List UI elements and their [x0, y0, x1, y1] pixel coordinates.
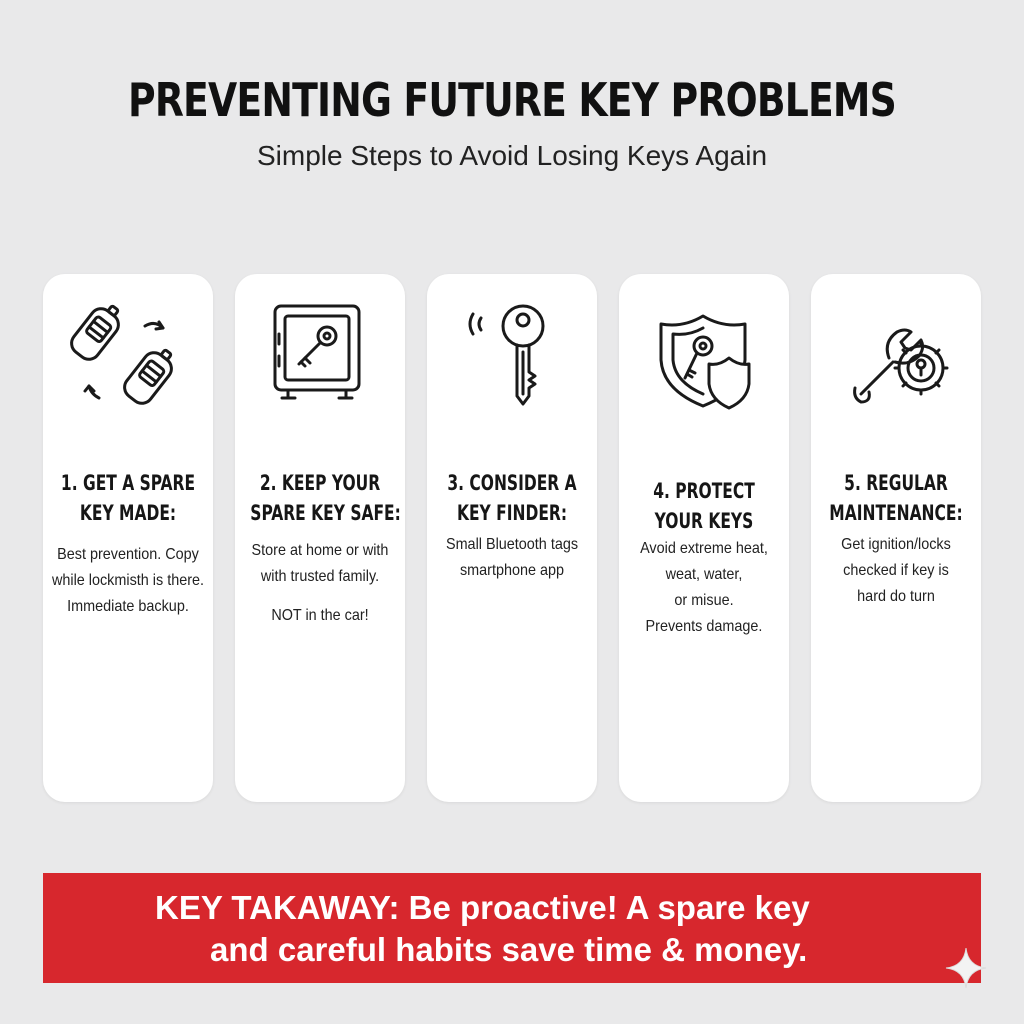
tip-note: NOT in the car!: [271, 607, 369, 624]
key-finder-icon: [427, 298, 597, 418]
tip-heading: 1. GET A SPARE KEY MADE:: [60, 471, 196, 525]
tip-card-spare-key: [43, 274, 213, 802]
page-subtitle: Simple Steps to Avoid Losing Keys Again: [256, 140, 768, 171]
page-title: PREVENTING FUTURE KEY PROBLEMS: [128, 73, 896, 127]
tip-card-key-finder: [427, 274, 597, 802]
tip-card-protect-keys: [619, 274, 789, 802]
tip-body: Store at home or with with trusted family.: [251, 542, 389, 585]
tip-body: Avoid extreme heat, weat, water, or misue. Prevents damage.: [640, 540, 768, 635]
tip-body: Small Bluetooth tags smartphone app: [445, 536, 579, 579]
tip-heading: 4. PROTECT YOUR KEYS: [653, 479, 755, 533]
sparkle-icon: [942, 944, 990, 992]
key-takeaway-text: KEY TAKAWAY: Be proactive! A spare key and careful habits save time & money.: [155, 889, 810, 968]
shield-key-icon: [619, 298, 789, 418]
tip-heading: 3. CONSIDER A KEY FINDER:: [447, 471, 577, 525]
tip-heading: 2. KEEP YOUR SPARE KEY SAFE:: [250, 471, 401, 525]
wrench-gear-lock-icon: [811, 298, 981, 418]
tip-body: Get ignition/locks checked if key is hard do turn: [841, 536, 951, 605]
key-takeaway-banner: [43, 873, 981, 983]
tip-card-keep-safe: [235, 274, 405, 802]
tip-body: Best prevention. Copy while lockmisth is there. Immediate backup.: [51, 546, 205, 615]
tip-heading: 5. REGULAR MAINTENANCE:: [829, 471, 963, 525]
key-fobs-swap-icon: [43, 298, 213, 418]
tip-card-maintenance: [811, 274, 981, 802]
safe-with-key-icon: [235, 298, 405, 418]
